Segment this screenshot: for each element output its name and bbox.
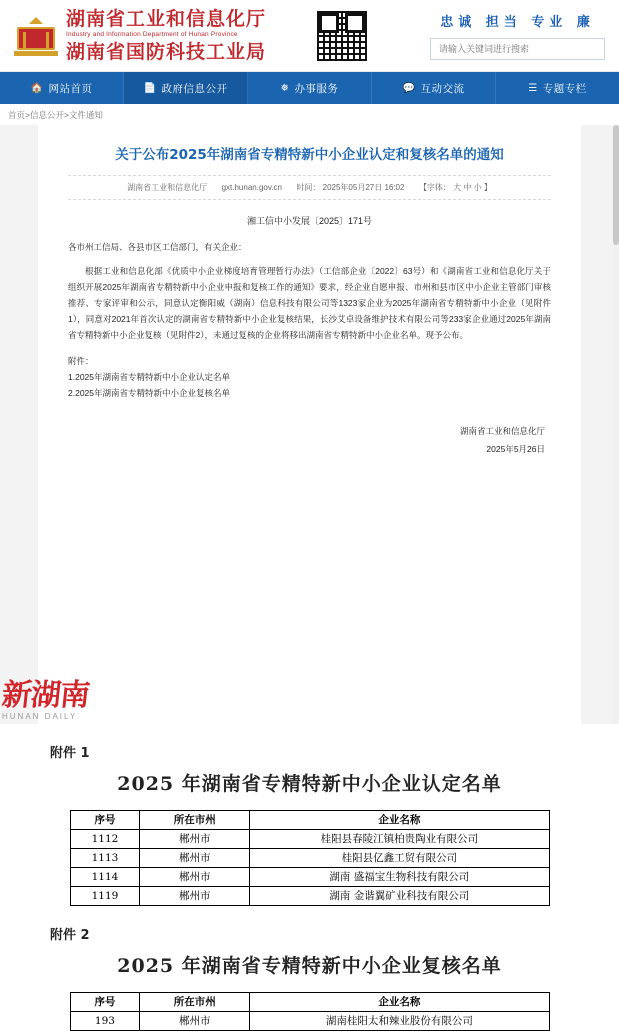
article-meta bbox=[68, 175, 551, 200]
column-header-city: 所在市州 bbox=[140, 993, 250, 1012]
watermark-text-en: HUNAN DAILY bbox=[2, 712, 78, 721]
scrollbar-thumb[interactable] bbox=[613, 125, 619, 245]
annex-1-table bbox=[70, 810, 550, 906]
cell-company: 湖南 盛福宝生物科技有限公司 bbox=[250, 868, 549, 887]
signer: 湖南省工业和信息化厅 bbox=[459, 426, 545, 436]
annex-1-number: 附件 1 bbox=[50, 746, 90, 761]
page-content bbox=[0, 125, 619, 1027]
column-icon: ☰ bbox=[528, 82, 538, 94]
annex-1-title: 2025 年湖南省专精特新中小企业认定名单 bbox=[117, 773, 502, 795]
nav-item-label: 网站首页 bbox=[48, 82, 93, 95]
nav-item-home[interactable] bbox=[0, 72, 124, 104]
annex-2-table bbox=[70, 992, 550, 1031]
cell-index: 193 bbox=[70, 1012, 140, 1031]
column-header-index: 序号 bbox=[70, 811, 140, 830]
table-row bbox=[70, 887, 549, 906]
page-title: 关于公布2025年湖南省专精特新中小企业认定和复核名单的通知 bbox=[115, 147, 504, 163]
service-icon: ❅ bbox=[280, 82, 290, 94]
breadcrumb[interactable]: 首页>信息公开>文件通知 bbox=[0, 104, 619, 125]
cell-city: 郴州市 bbox=[140, 1012, 250, 1031]
home-icon: 🏠 bbox=[30, 82, 44, 94]
salutation: 各市州工信局、各县市区工信部门，有关企业： bbox=[68, 242, 247, 252]
page-scrollbar[interactable] bbox=[613, 125, 619, 724]
cell-index: 1112 bbox=[70, 830, 140, 849]
chat-icon: 💬 bbox=[402, 82, 416, 94]
main-navigation bbox=[0, 72, 619, 104]
watermark-text-cn: 新湖南 bbox=[0, 678, 91, 713]
cell-company: 湖南 金谐翼矿业科技有限公司 bbox=[250, 887, 549, 906]
annex-2-number: 附件 2 bbox=[50, 928, 90, 943]
column-header-company: 企业名称 bbox=[250, 993, 549, 1012]
table-row bbox=[70, 849, 549, 868]
search-input[interactable] bbox=[437, 43, 598, 55]
org-name-english: Industry and Information Department of Hunan Province bbox=[66, 31, 238, 38]
org-name-line2: 湖南省国防科技工业局 bbox=[66, 41, 267, 63]
article-time: 2025年05月27日 16:02 bbox=[322, 183, 405, 192]
cell-index: 1119 bbox=[70, 887, 140, 906]
cell-company: 湖南桂阳太和辣业股份有限公司 bbox=[250, 1012, 549, 1031]
nav-item-services[interactable] bbox=[248, 72, 372, 104]
annex-1-section bbox=[0, 742, 619, 906]
site-slogan: 忠诚 担当 专业 廉 bbox=[440, 15, 595, 30]
attachment-link-1[interactable]: 1.2025年湖南省专精特新中小企业认定名单 bbox=[68, 372, 230, 382]
cell-index: 1113 bbox=[70, 849, 140, 868]
org-name-line1: 湖南省工业和信息化厅 bbox=[66, 8, 267, 30]
annex-2-section bbox=[0, 924, 619, 1031]
fontsize-mid[interactable]: 中 bbox=[463, 183, 472, 192]
nav-item-government-info[interactable] bbox=[124, 72, 248, 104]
fontsize-tail: 】 bbox=[483, 183, 492, 192]
cell-index: 1114 bbox=[70, 868, 140, 887]
nav-item-label: 政府信息公开 bbox=[161, 82, 228, 95]
header-right-block bbox=[430, 11, 605, 60]
table-header-row bbox=[70, 993, 549, 1012]
qr-code-icon bbox=[316, 10, 368, 62]
cell-city: 郴州市 bbox=[140, 887, 250, 906]
national-emblem-icon bbox=[14, 14, 58, 58]
nav-item-label: 专题专栏 bbox=[542, 82, 587, 95]
column-header-company: 企业名称 bbox=[250, 811, 549, 830]
fontsize-big[interactable]: 大 bbox=[453, 183, 462, 192]
attachment-link-2[interactable]: 2.2025年湖南省专精特新中小企业复核名单 bbox=[68, 388, 230, 398]
search-box[interactable] bbox=[430, 38, 605, 60]
table-header-row bbox=[70, 811, 549, 830]
sign-date: 2025年5月26日 bbox=[486, 444, 545, 454]
table-row bbox=[70, 1012, 549, 1031]
table-row bbox=[70, 868, 549, 887]
nav-item-columns[interactable] bbox=[496, 72, 619, 104]
body-paragraph: 根据工业和信息化部《优质中小企业梯度培育管理暂行办法》（工信部企业〔2022〕63号）和《湖南省工业和信息化厅关于组织开展2025年湖南省专精特新中小企业申报和复核工作的通知》要求，经企业自愿申报、市州和县市区中小企业主管部门审核推荐、专家评审和公示，同意认定衡阳威（湖南）信息科技有限公司等1323家企业为2025年湖南省专精特新中小企业（见附件1），同意对2021年首次认定的湖南省专精特新中小企业复核结果，长沙艾卓设备维护技术有限公司等233家企业通过2025年湖南省专精特新中小企业复核（见附件2），未通过复核的企业将移出湖南省专精特新中小企业名单。现予公布。 bbox=[68, 266, 551, 340]
table-row bbox=[70, 830, 549, 849]
cell-city: 郴州市 bbox=[140, 849, 250, 868]
cell-city: 郴州市 bbox=[140, 830, 250, 849]
fontsize-label: 【字体： bbox=[418, 183, 451, 192]
article-site[interactable]: gxt.hunan.gov.cn bbox=[221, 183, 282, 192]
fontsize-small[interactable]: 小 bbox=[473, 183, 482, 192]
nav-item-label: 办事服务 bbox=[294, 82, 339, 95]
site-title-block bbox=[66, 8, 266, 63]
attachment-label: 附件： bbox=[68, 356, 94, 366]
column-header-city: 所在市州 bbox=[140, 811, 250, 830]
nav-item-interaction[interactable] bbox=[372, 72, 496, 104]
site-header bbox=[0, 0, 619, 72]
cell-city: 郴州市 bbox=[140, 868, 250, 887]
cell-company: 桂阳县春陵江镇柏贵陶业有限公司 bbox=[250, 830, 549, 849]
document-icon: 📄 bbox=[143, 82, 157, 94]
article-source: 湖南省工业和信息化厅 bbox=[127, 183, 208, 192]
article-time-label: 时间： bbox=[296, 183, 321, 192]
article-paper bbox=[38, 125, 581, 724]
column-header-index: 序号 bbox=[70, 993, 140, 1012]
cell-company: 桂阳县亿鑫工贸有限公司 bbox=[250, 849, 549, 868]
nav-item-label: 互动交流 bbox=[420, 82, 465, 95]
document-number: 湘工信中小发展〔2025〕171号 bbox=[246, 216, 373, 226]
annex-2-title: 2025 年湖南省专精特新中小企业复核名单 bbox=[117, 955, 502, 977]
